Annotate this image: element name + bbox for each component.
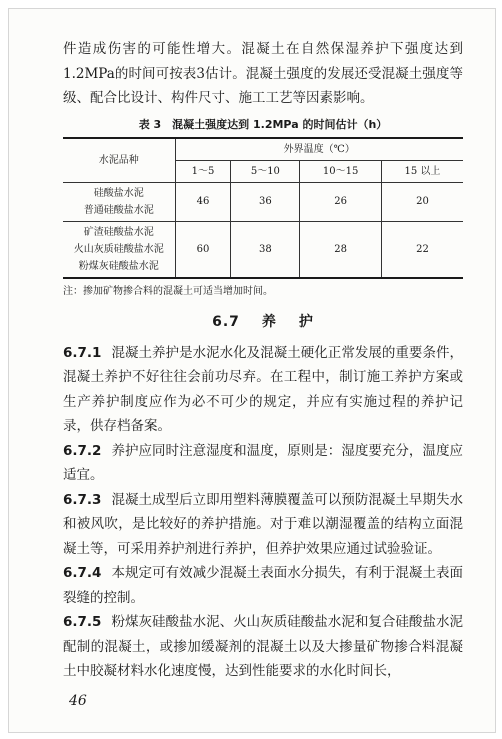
clause-paragraph [63,341,463,439]
table-row [63,221,463,278]
hours-cell: 46 [175,182,231,221]
section-title-char: 养 [261,313,277,330]
clause-text: 混凝土成型后立即用塑料薄膜覆盖可以预防混凝土早期失水和被风吹，是比较好的养护措施。对于难以潮湿覆盖的结构立面混凝土等，可采用养护剂进行养护，但养护效果应通过试验验证。 [63,491,463,557]
clause-text: 粉煤灰硅酸盐水泥、火山灰质硅酸盐水泥和复合硅酸盐水泥配制的混凝土，或掺加缓凝剂的混凝土以及大掺量矿物掺合料混凝土中胶凝材料水化速度慢，达到性能要求的水化时间长， [63,614,463,679]
clause-number: 6.7.2 [63,442,102,459]
strength-time-table [63,137,463,279]
hours-cell: 28 [300,221,382,278]
table-header-row [63,138,463,161]
section-number: 6.7 [212,313,240,330]
hours-cell: 22 [381,221,463,278]
page-content [63,35,463,684]
hours-cell: 36 [231,182,300,221]
hours-cell: 60 [175,221,231,278]
clause-paragraph [63,610,463,684]
temp-range-cell: 10～15 [300,160,382,182]
clause-text: 混凝土养护是水泥水化及混凝土硬化正常发展的重要条件，混凝土养护不好往往会前功尽弃。在工程中，制订施工养护方案或生产养护制度应作为必不可少的规定，并应有实施过程的养护记录，供存档备案。 [63,344,463,434]
clause-paragraph [63,439,463,488]
clause-paragraph [63,488,463,562]
clause-number: 6.7.3 [63,491,102,508]
table-caption: 表 3 混凝土强度达到 1.2MPa 的时间估计（h） [138,117,388,131]
clause-number: 6.7.5 [63,614,102,630]
hours-cell: 38 [231,221,300,278]
table-note: 注：掺加矿物掺合料的混凝土可适当增加时间。 [63,285,273,297]
temp-range-cell: 1～5 [175,160,231,182]
intro-paragraph: 件造成伤害的可能性增大。混凝土在自然保湿养护下强度达到1.2MPa的时间可按表3估计。混凝土强度的发展还受混凝土强度等级、配合比设计、构件尺寸、施工工艺等因素影响。 [63,41,463,106]
cement-type-cell [63,221,175,278]
hours-cell: 26 [300,182,382,221]
section-heading [63,311,463,331]
cement-name: 普通硅酸盐水泥 [83,204,154,216]
clause-text: 本规定可有效减少混凝土表面水分损失，有利于混凝土表面裂缝的控制。 [63,565,463,606]
clause-paragraph [63,561,463,610]
cement-name: 火山灰质硅酸盐水泥 [73,243,164,255]
header-cement-type: 水泥品种 [63,138,175,183]
cement-name: 粉煤灰硅酸盐水泥 [78,260,159,272]
clause-number: 6.7.4 [63,565,102,581]
temp-range-cell: 5～10 [231,160,300,182]
header-outdoor-temperature: 外界温度（℃） [175,138,463,161]
section-title-char: 护 [298,313,314,330]
clause-text: 养护应同时注意湿度和温度，原则是：湿度要充分，温度应适宜。 [63,442,463,483]
cement-name: 硅酸盐水泥 [93,187,144,199]
temp-range-cell: 15 以上 [381,160,463,182]
cement-name: 矿渣硅酸盐水泥 [83,226,154,238]
hours-cell: 20 [381,182,463,221]
page-number: 46 [69,693,87,709]
clause-number: 6.7.1 [63,344,102,361]
cement-type-cell [63,182,175,221]
document-page [8,8,496,733]
table-row [63,182,463,221]
